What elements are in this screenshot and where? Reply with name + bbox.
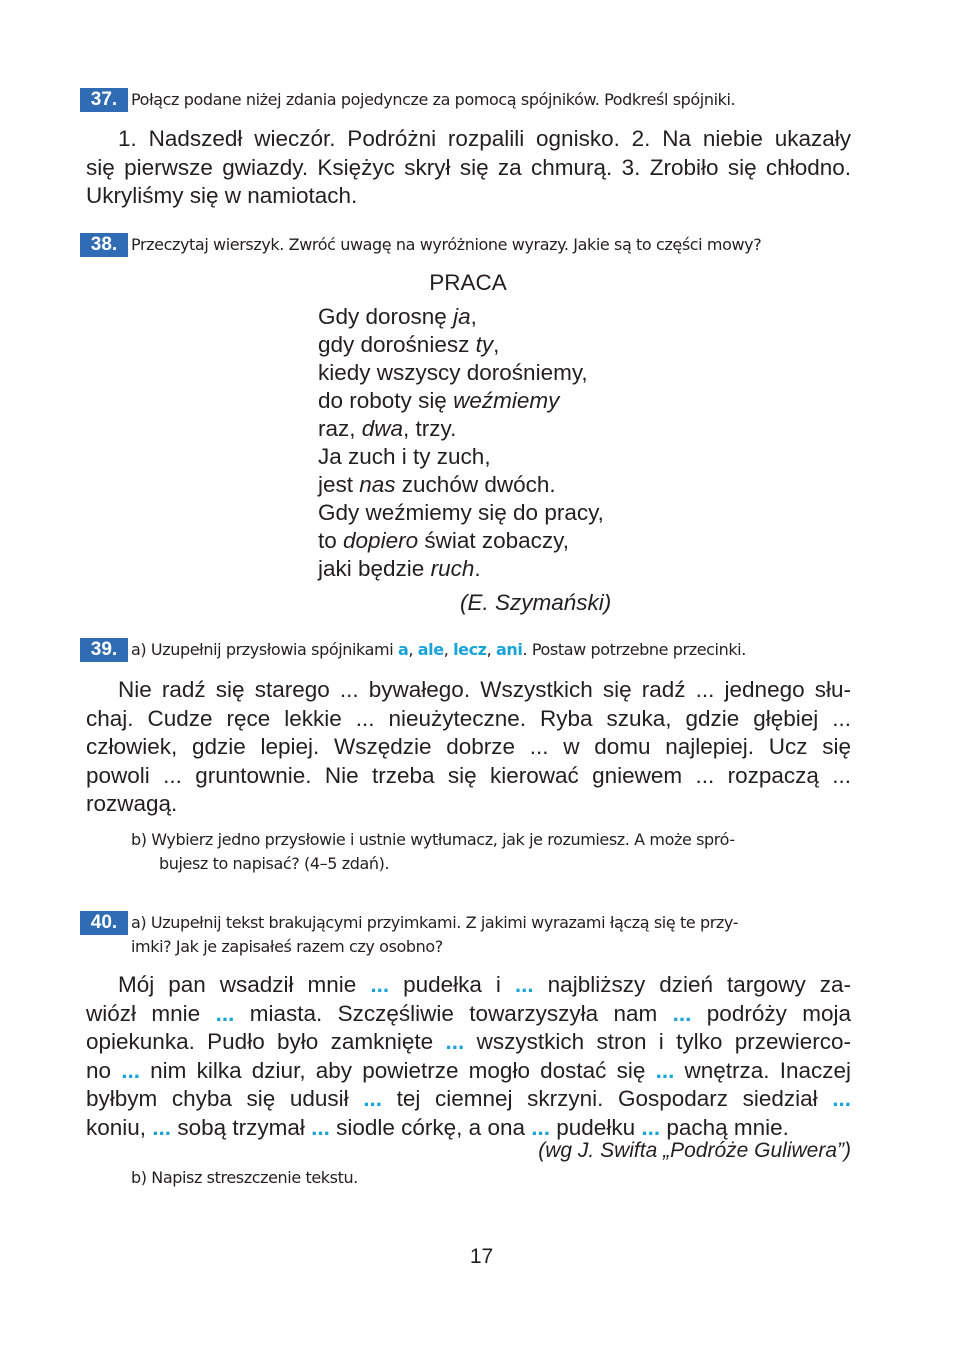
text-line: człowiek, gdzie lepiej. Wszędzie dobrze ... w domu najlepiej. Ucz się xyxy=(86,734,851,759)
text-line: rozwagą. xyxy=(86,791,178,816)
conjunction: ani xyxy=(495,640,523,659)
text-fragment: wszystkich stron i tylko przewierco- xyxy=(464,1029,851,1054)
poem-line xyxy=(318,555,604,583)
gap-marker: ... xyxy=(370,972,390,997)
exercise-37-text xyxy=(86,125,851,211)
poem-text: Gdy dorosnę xyxy=(318,304,454,329)
poem-line xyxy=(318,415,604,443)
poem xyxy=(318,303,604,583)
poem-text: Gdy weźmiemy się do pracy, xyxy=(318,500,604,525)
gap-marker: ... xyxy=(832,1086,851,1111)
exercise-38-instruction: Przeczytaj wierszyk. Zwróć uwagę na wyróżnione wyrazy. Jakie są to części mowy? xyxy=(131,235,762,254)
text-line: powoli ... gruntownie. Nie trzeba się kierować gniewem ... rozpaczą ... xyxy=(86,762,851,788)
exercise-40b-instruction: b) Napisz streszczenie tekstu. xyxy=(131,1168,358,1187)
highlighted-word: ja xyxy=(453,304,471,329)
highlighted-word: nas xyxy=(359,472,396,497)
page-number: 17 xyxy=(469,1245,494,1268)
highlighted-word: dwa xyxy=(361,416,404,441)
poem-text: . xyxy=(474,556,481,581)
conjunction: lecz xyxy=(453,640,487,659)
text-line: chaj. Cudze ręce lekkie ... nieużyteczne. Ryba szuka, gdzie głębiej ... xyxy=(86,705,851,731)
exercise-40-text xyxy=(86,971,851,1142)
gap-marker: ... xyxy=(363,1086,383,1111)
exercise-39-text xyxy=(86,676,851,819)
text-fragment: siodle córkę, a ona xyxy=(329,1114,532,1140)
poem-title: PRACA xyxy=(429,270,507,295)
instruction-text: a) Uzupełnij przysłowia spójnikami xyxy=(131,640,398,659)
text-line xyxy=(86,1114,851,1143)
text-line xyxy=(86,1057,851,1086)
text-fragment: koniu, xyxy=(86,1114,153,1140)
gap-marker: ... xyxy=(121,1057,140,1083)
text-fragment: pudełka i xyxy=(389,972,515,997)
highlighted-word: ty xyxy=(475,332,494,357)
highlighted-word: weźmiemy xyxy=(453,388,560,413)
instruction-line: imki? Jak je zapisałeś razem czy osobno? xyxy=(131,937,443,956)
poem-text: zuchów dwóch. xyxy=(395,472,556,497)
gap-marker: ... xyxy=(655,1057,675,1083)
poem-text: to xyxy=(318,528,344,553)
text-fragment: nim kilka dziur, aby powietrze mogło dostać się xyxy=(139,1057,656,1083)
gap-marker: ... xyxy=(152,1114,172,1140)
text-fragment: opiekunka. Pudło było zamknięte xyxy=(86,1029,446,1054)
poem-line xyxy=(318,527,604,555)
gap-marker: ... xyxy=(445,1029,465,1054)
highlighted-word: dopiero xyxy=(343,528,419,553)
exercise-39b-instruction xyxy=(131,828,853,876)
text-fragment: najbliższy dzień targowy za- xyxy=(533,972,852,997)
text-fragment: podróży moja xyxy=(691,1000,852,1026)
text-line: się pierwsze gwiazdy. Księżyc skrył się za chmurą. 3. Zrobiło się chłodno. xyxy=(86,154,851,180)
text-line xyxy=(86,1028,851,1057)
exercise-39a-instruction: a) Uzupełnij przysłowia spójnikami a, ale, lecz, ani. Postaw potrzebne przecinki. xyxy=(131,640,746,659)
text-fragment: miasta. Szczęśliwie towarzyszyła nam xyxy=(234,1000,673,1026)
text-source: (wg J. Swifta „Podróże Guliwera”) xyxy=(538,1139,851,1162)
poem-line xyxy=(318,387,604,415)
poem-line xyxy=(318,359,604,387)
exercise-40a-instruction xyxy=(131,911,853,959)
poem-text: , xyxy=(470,304,477,329)
gap-marker: ... xyxy=(215,1000,235,1026)
text-fragment: wiózł mnie xyxy=(86,1000,216,1026)
text-line: 1. Nadszedł wieczór. Podróżni rozpalili ognisko. 2. Na niebie ukazały xyxy=(118,126,851,151)
instruction-line: bujesz to napisać? (4–5 zdań). xyxy=(159,854,390,873)
text-fragment: pudełku xyxy=(550,1114,642,1140)
exercise-number-37: 37. xyxy=(80,88,128,112)
instruction-line: a) Uzupełnij tekst brakującymi przyimkami. Z jakimi wyrazami łączą się te przy- xyxy=(131,913,739,932)
text-fragment: byłbym chyba się udusił xyxy=(86,1086,364,1111)
instruction-line: b) Wybierz jedno przysłowie i ustnie wytłumacz, jak je rozumiesz. A może spró- xyxy=(131,830,735,849)
text-fragment: no xyxy=(86,1057,122,1083)
poem-text: , xyxy=(493,332,500,357)
poem-text: jaki będzie xyxy=(318,556,431,581)
poem-text: gdy dorośniesz xyxy=(318,332,476,357)
conjunction: ale xyxy=(417,640,444,659)
text-fragment: sobą trzymał xyxy=(171,1114,312,1140)
poem-line xyxy=(318,443,604,471)
highlighted-word: ruch xyxy=(430,556,475,581)
exercise-number-39: 39. xyxy=(80,638,128,662)
exercise-37-instruction: Połącz podane niżej zdania pojedyncze za pomocą spójników. Podkreśl spójniki. xyxy=(131,90,736,109)
poem-line xyxy=(318,331,604,359)
conjunction: a xyxy=(397,640,409,659)
text-line: Nie radź się starego ... bywałego. Wszystkich się radź ... jednego słu- xyxy=(118,677,851,702)
text-line xyxy=(86,1085,851,1114)
text-fragment: tej ciemnej skrzyni. Gospodarz siedział xyxy=(382,1086,833,1111)
text-fragment: wnętrza. Inaczej xyxy=(674,1057,852,1083)
text-fragment: Mój pan wsadził mnie xyxy=(118,972,371,997)
poem-line xyxy=(318,303,604,331)
poem-text: raz, xyxy=(318,416,362,441)
poem-text: świat zobaczy, xyxy=(418,528,569,553)
gap-marker: ... xyxy=(514,972,534,997)
gap-marker: ... xyxy=(672,1000,692,1026)
poem-line xyxy=(318,471,604,499)
gap-marker: ... xyxy=(311,1114,330,1140)
poem-text: do roboty się xyxy=(318,388,454,413)
gap-marker: ... xyxy=(531,1114,551,1140)
text-line xyxy=(86,971,851,1000)
poem-text: jest xyxy=(318,472,360,497)
instruction-text: . Postaw potrzebne przecinki. xyxy=(522,640,746,659)
poem-text: kiedy wszyscy dorośniemy, xyxy=(318,360,588,385)
poem-line xyxy=(318,499,604,527)
exercise-number-40: 40. xyxy=(80,911,128,935)
poem-author: (E. Szymański) xyxy=(460,590,612,615)
exercise-number-38: 38. xyxy=(80,233,128,257)
text-line: Ukryliśmy się w namiotach. xyxy=(86,183,358,208)
text-line xyxy=(86,1000,851,1029)
gap-marker: ... xyxy=(641,1114,661,1140)
poem-text: , trzy. xyxy=(403,416,457,441)
text-fragment: pachą mnie. xyxy=(660,1114,789,1140)
poem-text: Ja zuch i ty zuch, xyxy=(318,444,491,469)
